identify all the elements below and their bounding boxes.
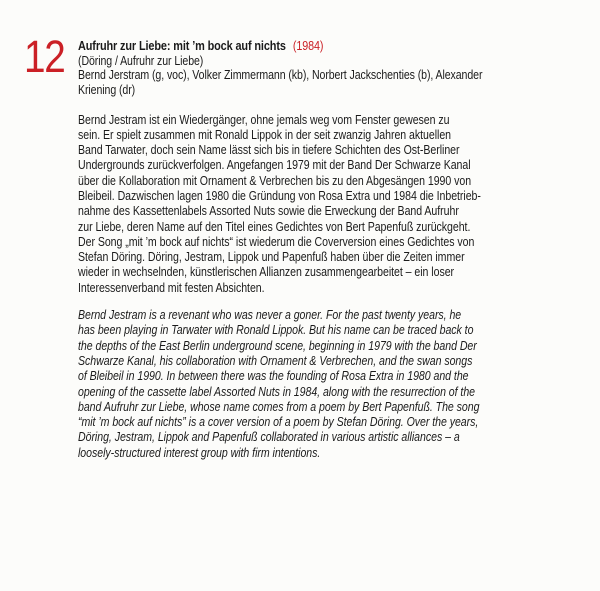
text-line: Schwarze Kanal, his collaboration with Ornament & Verbrechen, and the swan songs <box>78 353 473 368</box>
text-line: loosely-structured interest group with firm intentions. <box>78 445 321 460</box>
text-line: wieder in wechselnden, künstlerischen Allianzen zusammengearbeitet – ein loser <box>78 265 455 280</box>
text-line: has been playing in Tarwater with Ronald Lippok. But his name can be traced back to <box>78 323 474 338</box>
track-number: 12 <box>24 31 65 82</box>
text-line: nahme des Kassettenlabels Assorted Nuts sowie die Erweckung der Band Aufruhr <box>78 204 459 219</box>
text-line: sein. Er spielt zusammen mit Ronald Lippok in der seit zwanzig Jahren aktuellen <box>78 127 452 142</box>
songwriting-credit: (Döring / Aufruhr zur Liebe) <box>78 53 204 68</box>
text-line: Stefan Döring. Döring, Jestram, Lippok und Papenfuß haben über die Zeiten immer <box>78 250 465 265</box>
text-line: über die Kollaboration mit Ornament & Verbrechen bis zu den Abgesängen 1990 von <box>78 173 472 188</box>
musicians-line: Bernd Jerstram (g, voc), Volker Zimmermann (kb), Norbert Jackschenties (b), Alexander <box>78 68 483 82</box>
track-year: (1984) <box>292 38 324 53</box>
text-line: “mit ’m bock auf nichts” is a cover version of a poem by Stefan Döring. Over the years, <box>78 415 479 430</box>
track-title: Aufruhr zur Liebe: mit ’m bock auf nichts <box>78 38 286 53</box>
text-line: band Aufruhr zur Liebe, whose name comes from a poem by Bert Papenfuß. The song <box>78 399 480 414</box>
text-line: Undergrounds zurückverfolgen. Angefangen 1979 mit der Band Der Schwarze Kanal <box>78 158 471 173</box>
text-line: Der Song „mit ’m bock auf nichts“ ist wiederum die Coverversion eines Gedichtes von <box>78 234 475 249</box>
text-line: Band Tarwater, doch sein Name lässt sich bis in tiefere Schichten des Ost-Berliner <box>78 143 460 158</box>
german-paragraph <box>78 113 548 297</box>
title-line <box>78 39 548 54</box>
text-line: the depths of the East Berlin underground scene, beginning in 1979 with the band Der <box>78 338 477 353</box>
text-column <box>78 0 548 461</box>
text-line: Interessenverband mit festen Absichten. <box>78 280 265 295</box>
text-line: of Bleibeil in 1990. In between there was the founding of Rosa Extra in 1980 and the <box>78 369 469 384</box>
track-header <box>78 39 548 97</box>
text-line: Bernd Jestram is a revenant who was never a goner. For the past twenty years, he <box>78 308 462 323</box>
text-line: Bleibeil. Dazwischen lagen 1980 die Gründung von Rosa Extra und 1984 die Inbetrieb- <box>78 188 481 203</box>
text-line: opening of the cassette label Assorted Nuts in 1984, along with the resurrection of the <box>78 384 476 399</box>
english-paragraph <box>78 308 548 461</box>
text-line: Bernd Jestram ist ein Wiedergänger, ohne jemals weg vom Fenster gewesen zu <box>78 112 450 127</box>
text-line: Döring, Jestram, Lippok and Papenfuß collaborated in various artistic alliances – a <box>78 430 460 445</box>
text-line: zur Liebe, deren Name auf den Titel eines Gedichtes von Bert Papenfuß zurückgeht. <box>78 219 471 234</box>
musicians-line: Kriening (dr) <box>78 82 136 97</box>
